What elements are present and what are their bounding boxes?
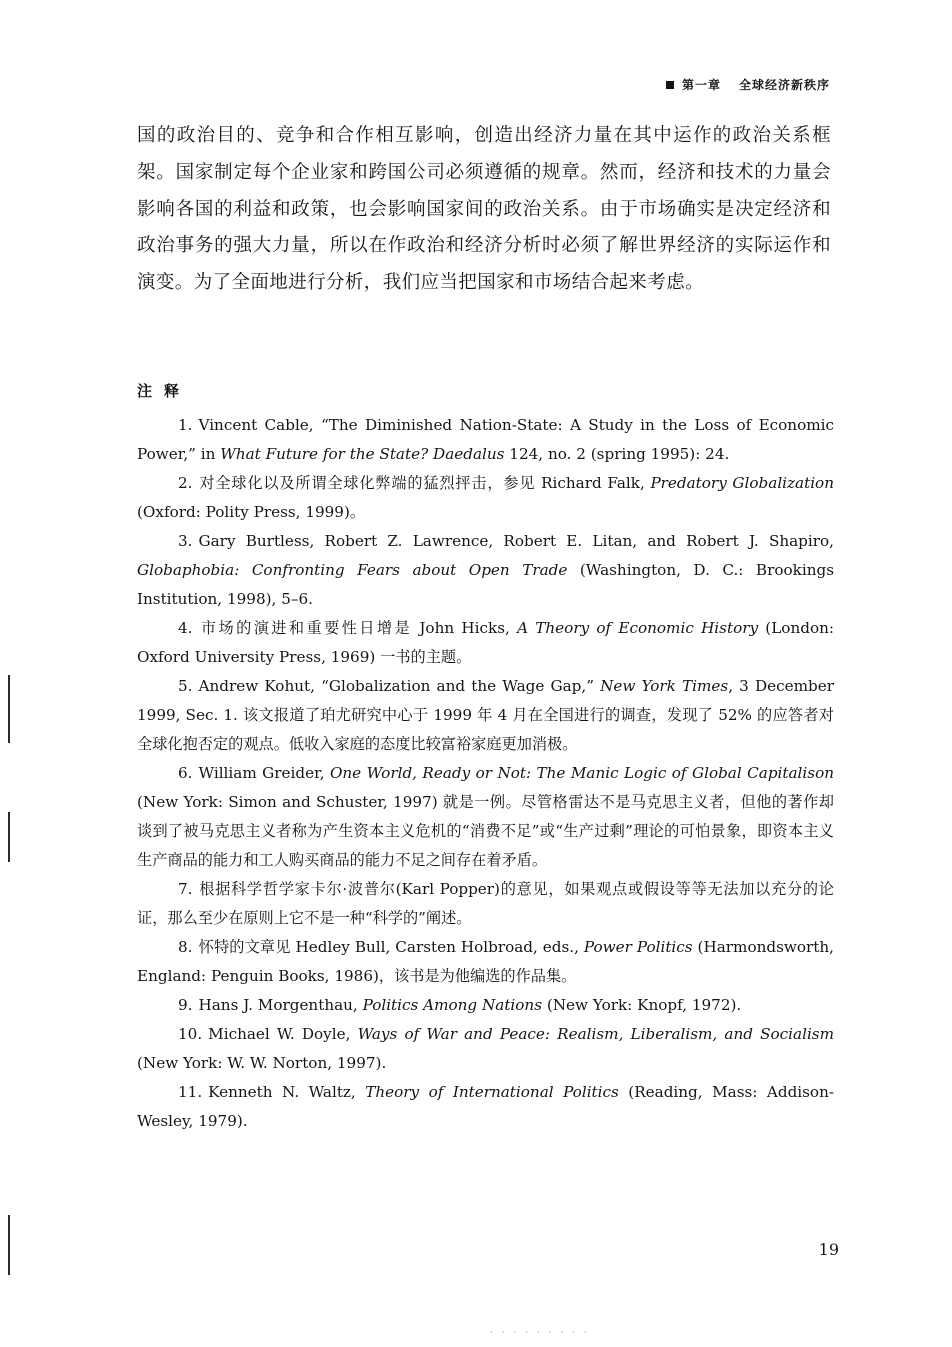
endnote-text: (London: Oxford University Press, 1969) 一书的主题。 <box>137 619 834 666</box>
endnote <box>137 759 834 875</box>
endnote-text: Hans J. Morgenthau, <box>198 996 363 1014</box>
endnote-text: 124, no. 2 (spring 1995): 24. <box>504 445 730 463</box>
endnote <box>137 411 834 469</box>
endnote-title-italic: What Future for the State? Daedalus <box>220 445 505 463</box>
notes-heading: 注释 <box>137 382 192 400</box>
header-chapter: 第一章 <box>681 78 721 92</box>
endnote-text: (Oxford: Polity Press, 1999)。 <box>137 503 366 521</box>
endnote-text: Gary Burtless, Robert Z. Lawrence, Robert E. Litan, and Robert J. Shapiro, <box>198 532 834 550</box>
endnote-text: 根据科学哲学家卡尔·波普尔(Karl Popper)的意见，如果观点或假设等等无法加以充分的论证，那么至少在原则上它不是一种“科学的”阐述。 <box>137 880 834 927</box>
endnote-title-italic: Power Politics <box>583 938 693 956</box>
endnote-title-italic: Politics Among Nations <box>362 996 543 1014</box>
endnote-text: Andrew Kohut, “Globalization and the Wage Gap,” <box>198 677 601 695</box>
endnote-title-italic: A Theory of Economic History <box>517 619 759 637</box>
endnote <box>137 1078 834 1136</box>
endnote-text: (New York: Knopf, 1972). <box>542 996 742 1014</box>
body-paragraph: 国的政治目的、竞争和合作相互影响，创造出经济力量在其中运作的政治关系框架。国家制定每个企业家和跨国公司必须遵循的规章。然而，经济和技术的力量会影响各国的利益和政策，也会影响国家间的政治关系。由于市场确实是决定经济和政治事务的强大力量，所以在作政治和经济分析时必须了解世界经济的实际运作和演变。为了全面地进行分析，我们应当把国家和市场结合起来考虑。 <box>137 125 831 294</box>
endnote-text: (New York: W. W. Norton, 1997). <box>137 1054 387 1072</box>
endnote-text: William Greider, <box>198 764 330 782</box>
endnote-number: 6. <box>178 764 193 782</box>
margin-scan-line <box>8 1215 10 1275</box>
endnote-text: , 3 December 1999, Sec. 1. 该文报道了珀尤研究中心于 1999 年 4 月在全国进行的调查，发现了 52% 的应答者对全球化抱否定的观点。低收入家庭的态度比较富裕家庭更加消极。 <box>137 677 834 753</box>
header-title: 全球经济新秩序 <box>738 78 830 92</box>
notes-list <box>137 411 834 1136</box>
endnote-number: 1. <box>178 416 193 434</box>
endnote-number: 9. <box>178 996 193 1014</box>
endnote-text: Michael W. Doyle, <box>208 1025 358 1043</box>
endnote-text: 对全球化以及所谓全球化弊端的猛烈抨击，参见 Richard Falk, <box>198 474 651 492</box>
endnote-number: 8. <box>178 938 193 956</box>
endnote-title-italic: Globaphobia: Confronting Fears about Open Trade <box>137 561 568 579</box>
margin-scan-line <box>8 675 10 743</box>
endnote <box>137 469 834 527</box>
endnote <box>137 933 834 991</box>
endnote-number: 4. <box>178 619 193 637</box>
margin-scan-line <box>8 812 10 862</box>
endnote-text: (Reading, Mass: Addison-Wesley, 1979). <box>137 1083 834 1130</box>
endnote-text: (New York: Simon and Schuster, 1997) 就是一例。尽管格雷达不是马克思主义者，但他的著作却谈到了被马克思主义者称为产生资本主义危机的“消费不足”或“生产过剩”理论的可怕景象，即资本主义生产商品的能力和工人购买商品的能力不足之间存在着矛盾。 <box>137 793 834 869</box>
endnote-number: 11. <box>178 1083 203 1101</box>
endnote <box>137 875 834 933</box>
scan-noise: · · · · · · · · · <box>490 1328 590 1338</box>
endnote <box>137 991 834 1020</box>
endnote <box>137 614 834 672</box>
endnote <box>137 672 834 759</box>
endnote-title-italic: Predatory Globalization <box>650 474 834 492</box>
running-header <box>666 76 830 93</box>
endnote <box>137 527 834 614</box>
endnote-text: (Washington, D. C.: Brookings Institution, 1998), 5–6. <box>137 561 834 608</box>
page-number: 19 <box>818 1240 839 1259</box>
endnote-title-italic: Ways of War and Peace: Realism, Liberalism, and Socialism <box>357 1025 835 1043</box>
endnote-text: 怀特的文章见 Hedley Bull, Carsten Holbroad, eds., <box>198 938 584 956</box>
endnote-text: Vincent Cable, “The Diminished Nation-State: A Study in the Loss of Economic Power,” in <box>137 416 834 463</box>
endnote-text: 市场的演进和重要性日增是 John Hicks, <box>198 619 518 637</box>
header-square-marker-icon <box>666 81 674 89</box>
endnote <box>137 1020 834 1078</box>
endnote-number: 10. <box>178 1025 203 1043</box>
endnote-text: (Harmondsworth, England: Penguin Books, 1986)，该书是为他编选的作品集。 <box>137 938 834 985</box>
endnote-number: 5. <box>178 677 193 695</box>
endnote-title-italic: One World, Ready or Not: The Manic Logic of Global Capitalison <box>329 764 834 782</box>
endnote-title-italic: New York Times <box>600 677 729 695</box>
endnote-number: 3. <box>178 532 193 550</box>
endnote-number: 7. <box>178 880 193 898</box>
endnote-title-italic: Theory of International Politics <box>365 1083 619 1101</box>
endnote-text: Kenneth N. Waltz, <box>208 1083 366 1101</box>
endnote-number: 2. <box>178 474 193 492</box>
